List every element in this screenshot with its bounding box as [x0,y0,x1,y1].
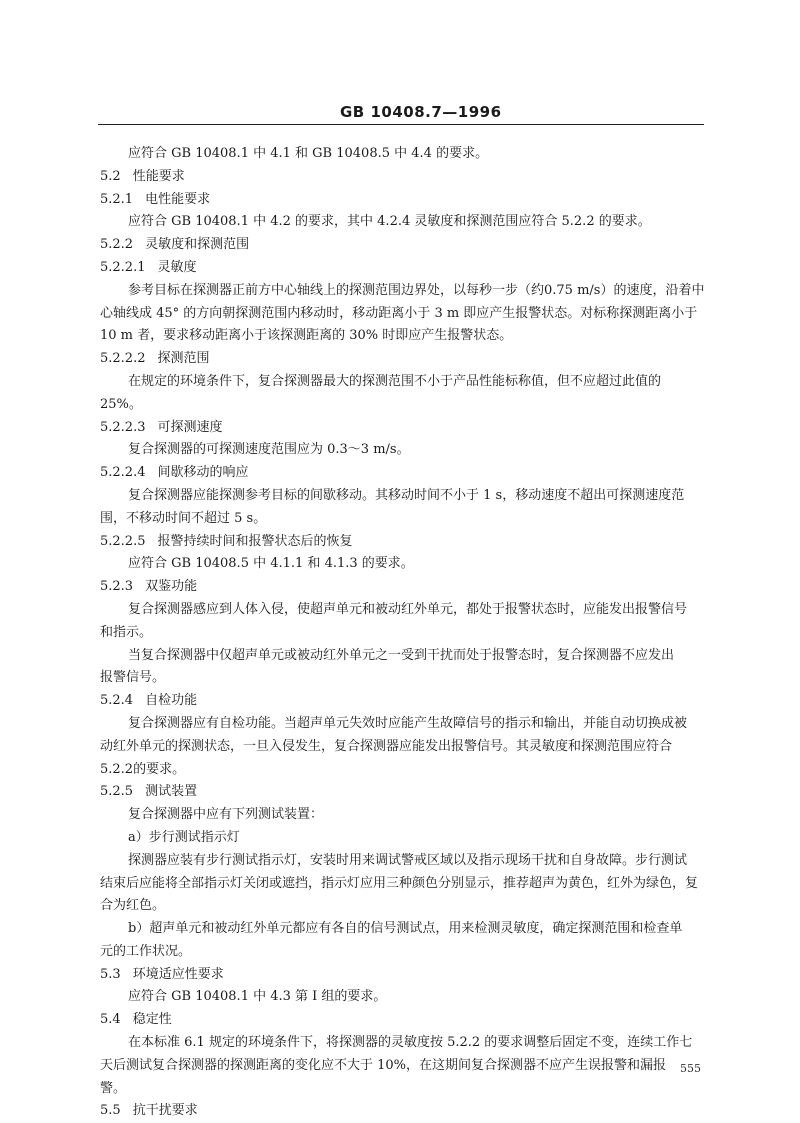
paragraph-line: 天后测试复合探测器的探测距离的变化应不大于 10%，在这期间复合探测器不应产生误报警和漏报 [100,1057,667,1073]
section-number: 5.5 [100,1103,121,1119]
paragraph-line: a）步行测试指示灯 [128,829,240,845]
section-number: 5.2 [100,168,121,184]
section-heading [100,576,704,599]
paragraph-line: 应符合 GB 10408.1 中 4.2 的要求，其中 4.2.4 灵敏度和探测范围应符合 5.2.2 的要求。 [128,214,651,230]
section-number: 5.2.2 [100,237,134,253]
section-title: 探测范围 [157,351,210,367]
paragraph-line: 结束后应能将全部指示灯关闭或遮挡，指示灯应用三种颜色分别显示，推荐超声为黄色，红外为绿色，复 [100,875,699,891]
section-title: 稳定性 [132,1012,172,1028]
section-heading [100,166,704,189]
paragraph-line: 围，不移动时间不超过 5 s。 [100,510,267,526]
section-title: 可探测速度 [157,419,223,435]
paragraph-line: 复合探测器应能探测参考目标的间歇移动。其移动时间不小于 1 s，移动速度不超出可探测速度范 [128,487,685,503]
paragraph-line: 动红外单元的探测状态，一旦入侵发生，复合探测器应能发出报警信号。其灵敏度和探测范围应符合 [100,738,673,754]
section-heading [100,781,704,804]
section-title: 抗干扰要求 [132,1103,198,1119]
section-heading [100,257,704,280]
paragraph-line: 复合探测器应有自检功能。当超声单元失效时应能产生故障信号的指示和输出，并能自动切换成被 [128,715,688,731]
section-number: 5.2.4 [100,693,134,709]
section-heading [100,1100,704,1123]
section-number: 5.2.2.5 [100,533,146,549]
section-title: 环境适应性要求 [132,966,224,982]
paragraph-line: b）超声单元和被动红外单元都应有各自的信号测试点，用来检测灵敏度，确定探测范围和检查单 [128,921,683,937]
header-rule [98,124,704,125]
paragraph-line: 元的工作状况。 [100,943,192,959]
paragraph-line: 复合探测器中应有下列测试装置： [128,807,324,823]
section-heading [100,234,704,257]
section-title: 间歇移动的响应 [157,465,249,481]
section-title: 测试装置 [145,784,198,800]
paragraph-line: 报警信号。 [100,670,166,686]
document-body [100,143,704,1123]
section-title: 双鉴功能 [145,579,198,595]
paragraph-line: 探测器应装有步行测试指示灯，安装时用来调试警戒区域以及指示现场干扰和自身故障。步行测试 [128,852,688,868]
section-heading [100,531,704,554]
section-heading [100,348,704,371]
section-number: 5.2.2.3 [100,419,146,435]
paragraph-line: 和指示。 [100,624,153,640]
section-number: 5.3 [100,966,121,982]
section-number: 5.2.3 [100,579,134,595]
section-heading [100,1009,704,1032]
page-number: 555 [680,1062,701,1075]
paragraph-line: 应符合 GB 10408.5 中 4.1.1 和 4.1.3 的要求。 [128,556,414,572]
paragraph-line: 应符合 GB 10408.1 中 4.1 和 GB 10408.5 中 4.4 的要求。 [128,146,489,161]
paragraph-line: 复合探测器感应到人体入侵，使超声单元和被动红外单元，都处于报警状态时，应能发出报警信号 [128,601,688,617]
section-heading [100,189,704,212]
section-number: 5.2.2.4 [100,465,146,481]
paragraph-line: 参考目标在探测器正前方中心轴线上的探测范围边界处，以每秒一步（约0.75 m/s）的速度，沿着中 [128,282,705,298]
section-number: 5.2.2.2 [100,351,146,367]
paragraph-line: 5.2.2的要求。 [100,761,186,777]
section-title: 灵敏度 [157,259,197,275]
section-heading [100,462,704,485]
section-title: 灵敏度和探测范围 [145,237,250,253]
section-heading [100,964,704,987]
section-title: 电性能要求 [145,191,211,207]
paragraph-line: 心轴线成 45° 的方向朝探测范围内移动时，移动距离小于 3 m 即应产生报警状态。对标称探测距离小于 [100,305,698,321]
paragraph-line: 警。 [100,1080,127,1096]
section-number: 5.2.1 [100,191,134,207]
paragraph-line: 应符合 GB 10408.1 中 4.3 第 I 组的要求。 [128,989,387,1005]
section-title: 报警持续时间和报警状态后的恢复 [157,533,353,549]
document-header: GB 10408.7—1996 [340,103,502,121]
paragraph-line: 25%。 [100,396,142,412]
section-number: 5.2.2.1 [100,259,146,275]
paragraph-line: 10 m 者，要求移动距离小于该探测距离的 30% 时即应产生报警状态。 [100,328,513,344]
section-heading [100,690,704,713]
paragraph-line: 合为红色。 [100,898,166,914]
section-number: 5.4 [100,1012,121,1028]
paragraph-line: 在规定的环境条件下，复合探测器最大的探测范围不小于产品性能标称值，但不应超过此值的 [128,373,662,389]
paragraph-line: 复合探测器的可探测速度范围应为 0.3～3 m/s。 [128,442,410,458]
paragraph-line: 当复合探测器中仅超声单元或被动红外单元之一受到干扰而处于报警态时，复合探测器不应发出 [128,647,675,663]
section-heading [100,417,704,440]
section-title: 自检功能 [145,693,198,709]
section-title: 性能要求 [132,168,185,184]
paragraph-line: 在本标准 6.1 规定的环境条件下，将探测器的灵敏度按 5.2.2 的要求调整后固定不变，连续工作七 [128,1035,693,1051]
section-number: 5.2.5 [100,784,134,800]
